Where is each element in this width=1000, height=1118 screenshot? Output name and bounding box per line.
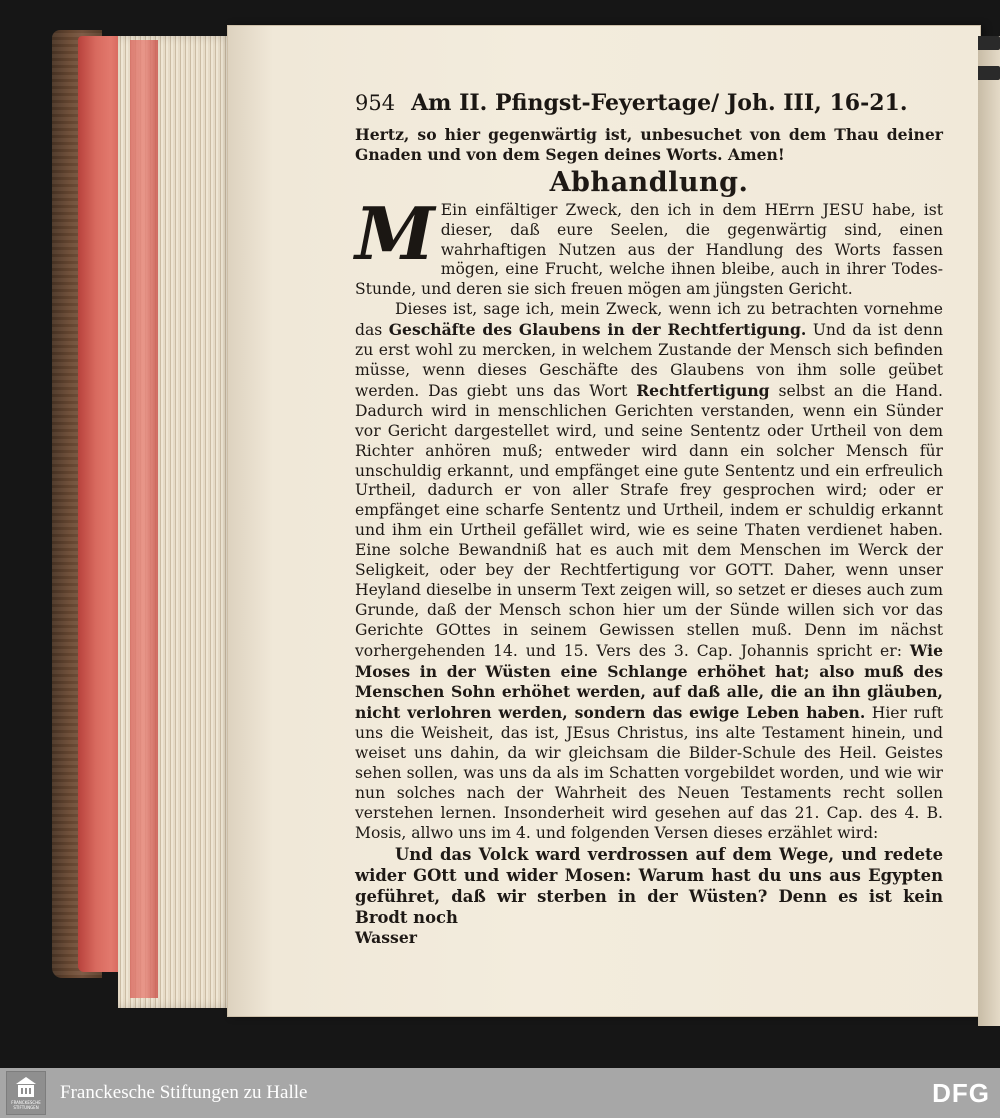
page-text <box>355 125 943 948</box>
footer-bar <box>0 1068 1000 1118</box>
paragraph-1-text: Ein einfältiger Zweck, den ich in dem HErrn JESU habe, ist dieser, daß eure Seelen, die gegenwärtig sind, einen wahrhaftigen Nutzen aus der Handlung des Worts fassen mögen, eine Frucht, welche ihnen bleibe, auch in ihrer Todes-Stunde, und deren sie sich freuen mögen am jüngsten Gericht. <box>355 200 943 299</box>
dfg-logo[interactable]: DFG <box>932 1077 990 1108</box>
paragraph-2-e: selbst an die Hand. Dadurch wird in menschlichen Gerichten verstanden, wenn ein Sünder vor Gericht dargestellet wird, und seine Sententz oder Urtheil von dem Richter anhören muß; entweder wird dann ein solcher Mensch für unschuldig erkannt, und empfänget eine gute Sententz und ein erfreulich Urtheil, dadurch er von aller Strafe frey gesprochen wird; oder er empfänget eine scharfe Sententz und Urtheil, indem er schuldig erkannt und ihm ein Urtheil gefället wird, wie es seine Thaten verdienet haben. Eine solche Bewandniß hat es auch mit dem Menschen im Werck der Seligkeit, oder bey der Rechtfertigung vor GOTT. Daher, wenn unser Heyland dieselbe in unserm Text zeigen will, so setzet er dieses auch zum Grunde, daß der Mensch schon hier um der Sünde willen sich vor das Gerichte GOttes in seinem Gewissen stellen muß. Denn im nächst vorhergehenden 14. und 15. Vers des 3. Cap. Johannis spricht er: <box>355 381 943 660</box>
running-head <box>355 90 940 116</box>
page-number: 954 <box>355 91 396 115</box>
building-icon <box>15 1076 37 1100</box>
bible-quote-inline: Wie Moses in der Wüsten eine Schlange erhöhet hat; also muß des Menschen Sohn erhöhet werden, auf daß alle, die an ihn gläuben, nicht verlohren werden, sondern das ewige Leben haben. <box>355 640 943 723</box>
institution-logo[interactable] <box>6 1071 46 1115</box>
facing-page-edge <box>978 36 1000 1026</box>
scripture-quote: Und das Volck ward verdrossen auf dem Wege, und redete wider GOtt und wider Mosen: Warum hast du uns aus Egypten geführet, daß wir sterben in der Wüsten? Denn es ist kein Brodt noch <box>355 844 943 927</box>
clamp <box>978 66 1000 80</box>
paragraph-2-g: Hier ruft uns die Weisheit, das ist, JEsus Christus, ins alte Testament hinein, und weiset uns dahin, da wir gleichsam die Bilder-Schule des Heil. Geistes sehen sollen, was uns da als im Schatten vorgebildet worden, und wie wir nun solches nach der Wahrheit des Neuen Testaments recht sollen verstehen lernen. Insonderheit wird gesehen auf das 21. Cap. des 4. B. Mosis, allwo uns im 4. und folgenden Versen dieses erzählet wird: <box>355 704 943 842</box>
clamp <box>978 36 1000 50</box>
running-head-title: Am II. Pfingst-Feyertage/ Joh. III, 16-21. <box>411 90 908 116</box>
paragraph-2-c: Und da ist denn zu erst wohl zu mercken, in welchem Zustande der Mensch sich befinden müsse, wenn dieses Geschäfte des Glaubens von ihm solle geübet werden. Das giebt uns das Wort <box>355 321 944 400</box>
red-page-edge-inner <box>130 40 158 998</box>
paragraph-2-a: Dieses ist, sage ich, mein Zweck, wenn ich zu betrachten vornehme das <box>355 300 943 340</box>
drop-cap: M <box>355 190 435 276</box>
catchword: Wasser <box>355 927 417 947</box>
institution-name[interactable]: Franckesche Stiftungen zu Halle <box>60 1082 308 1103</box>
paragraph-2-term: Rechtfertigung <box>636 380 770 400</box>
opening-lines: Hertz, so hier gegenwärtig ist, unbesuchet von dem Thau deiner Gnaden und von dem Segen deines Worts. Amen! <box>355 125 943 164</box>
paragraph-1 <box>355 190 943 301</box>
paragraph-2-emphasis: Geschäfte des Glaubens in der Rechtfertigung. <box>388 320 807 340</box>
section-heading: Abhandlung. <box>549 166 749 198</box>
paragraph-2 <box>355 300 943 843</box>
logo-text: FRANCKESCHE STIFTUNGEN <box>11 1100 41 1110</box>
